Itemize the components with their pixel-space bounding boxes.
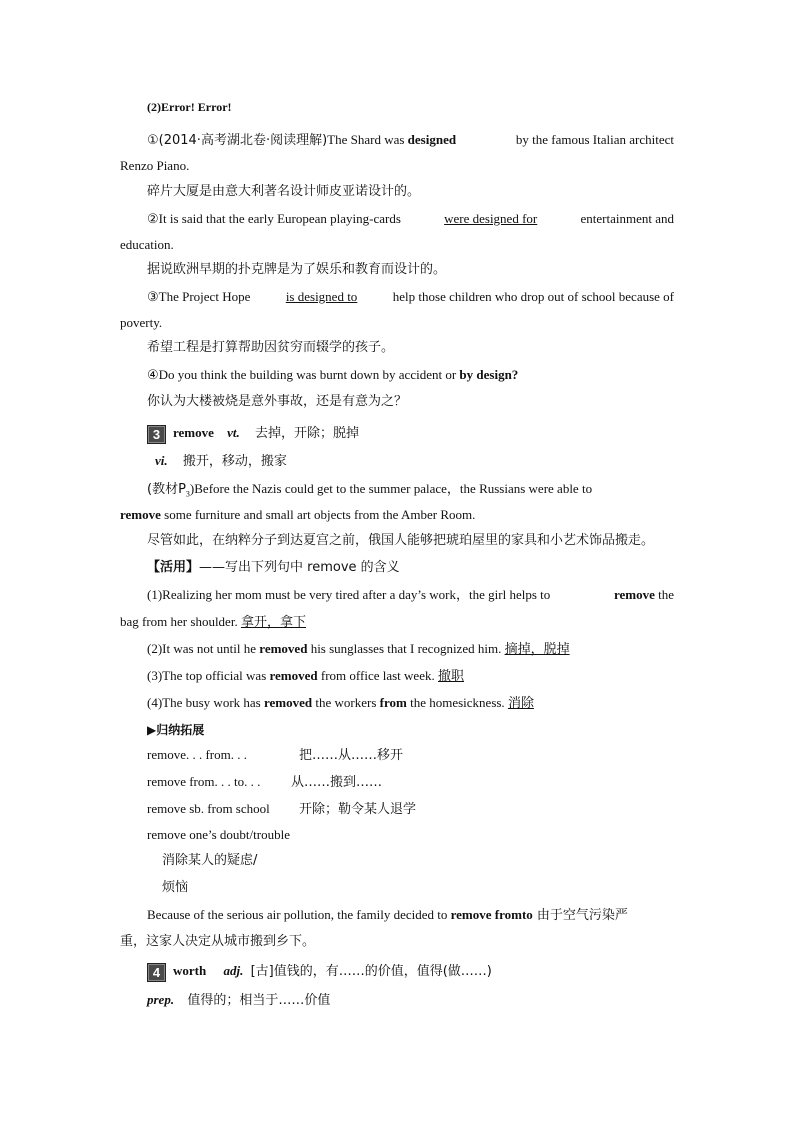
practice-q4-text: (4)The busy work has xyxy=(147,695,264,710)
practice-q2-text: (2)It was not until he xyxy=(147,641,260,656)
summary-item-4: remove one’s doubt/trouble xyxy=(147,827,290,842)
practice-q4-text-mid: the workers xyxy=(312,695,380,710)
textbook-line-2 xyxy=(120,506,475,524)
example-3-text-end: help those children who drop out of school because of xyxy=(392,289,674,304)
example-2-answer-blank: were designed for xyxy=(444,211,538,226)
textbook-text-end: some furniture and small art objects from the Amber Room. xyxy=(160,507,476,522)
word-4-headword: worth xyxy=(173,963,207,978)
example-4-translation: 你认为大楼被烧是意外事故，还是有意为之？ xyxy=(147,394,408,409)
practice-description: ——写出下列句中 remove 的含义 xyxy=(199,560,400,575)
practice-q2-text-end: his sunglasses that I recognized him. xyxy=(307,641,505,656)
practice-q1-text-end: the xyxy=(654,587,674,602)
word-3-meaning-2: 搬开，移动，搬家 xyxy=(182,454,287,469)
word-3-pos-2: vi. xyxy=(155,453,168,468)
example-3-text: ③The Project Hope xyxy=(147,289,251,304)
summary-example-keyword: remove fromto xyxy=(450,907,533,922)
word-4-meaning-1: [古]值钱的，有……的价值，值得(做……) xyxy=(250,964,492,979)
summary-example-translation-1: 由于空气污染严 xyxy=(532,908,628,923)
example-3-line-1 xyxy=(147,288,674,306)
summary-phrase: remove sb. from school xyxy=(147,801,270,816)
word-3-headword: remove xyxy=(173,425,214,440)
section-heading: (2)Error! Error! xyxy=(147,100,232,114)
example-4-keyword: by design? xyxy=(459,367,519,382)
example-1-translation: 碎片大厦是由意大利著名设计师皮亚诺设计的。 xyxy=(147,184,421,199)
word-4-entry-2 xyxy=(147,991,330,1010)
textbook-text: )Before the Nazis could get to the summer palace，the Russians were able to xyxy=(189,481,593,496)
word-4-entry xyxy=(147,962,492,982)
practice-heading xyxy=(147,559,400,577)
practice-q4-keyword: removed xyxy=(263,695,313,710)
word-4-meaning-2: 值得的；相当于……价值 xyxy=(187,993,331,1008)
example-2-line-1 xyxy=(147,210,674,228)
word-4-pos-2: prep. xyxy=(147,992,175,1007)
practice-q2-line xyxy=(147,640,570,659)
example-1-line-2: Renzo Piano. xyxy=(120,158,190,173)
example-2-line-2: education. xyxy=(120,237,174,252)
example-4-text: ④Do you think the building was burnt down by accident or xyxy=(147,367,460,382)
summary-phrase: remove from. . . to. . . xyxy=(147,774,261,789)
word-4-pos-1: adj. xyxy=(223,963,244,978)
practice-q1-line-2 xyxy=(120,613,306,632)
practice-q4-text-end: the homesickness. xyxy=(406,695,508,710)
summary-item-2 xyxy=(147,773,382,792)
textbook-translation: 尽管如此，在纳粹分子到达夏宫之前，俄国人能够把琥珀屋里的家具和小艺术饰品搬走。 xyxy=(147,533,655,548)
summary-item-1 xyxy=(147,746,403,765)
number-3-icon: 3 xyxy=(147,425,166,444)
practice-q1-answer: 拿开，拿下 xyxy=(240,615,306,630)
example-1-source: ①(2014·高考湖北卷·阅读理解) xyxy=(147,133,328,148)
practice-q3-answer: 撤职 xyxy=(437,669,464,684)
example-1-text: The Shard was xyxy=(327,132,408,147)
summary-wrap-1: 消除某人的疑虑/ xyxy=(162,853,258,868)
practice-q3-text-end: from office last week. xyxy=(317,668,438,683)
practice-title: 【活用】 xyxy=(147,560,200,575)
example-1-text-end: by the famous Italian architect xyxy=(515,132,674,147)
textbook-page-subscript: 3 xyxy=(185,489,190,499)
example-1-line-1 xyxy=(147,131,674,150)
summary-wrap-2: 烦恼 xyxy=(162,880,189,895)
practice-q3-keyword: removed xyxy=(269,668,318,683)
word-3-entry-2 xyxy=(155,452,287,471)
practice-q1-keyword: remove xyxy=(613,587,655,602)
word-3-entry xyxy=(147,424,359,444)
word-3-meaning-1: 去掉，开除；脱掉 xyxy=(255,426,360,441)
textbook-source: (教材P xyxy=(147,482,186,497)
practice-q4-line xyxy=(147,694,534,713)
practice-q2-answer: 摘掉，脱掉 xyxy=(504,642,570,657)
example-3-answer-blank: is designed to xyxy=(285,289,358,304)
practice-q3-line xyxy=(147,667,464,686)
summary-example-text: Because of the serious air pollution, the family decided to xyxy=(147,907,451,922)
example-2-translation: 据说欧洲早期的扑克牌是为了娱乐和教育而设计的。 xyxy=(147,262,447,277)
example-4-line xyxy=(147,366,518,384)
summary-phrase: remove. . . from. . . xyxy=(147,747,248,762)
practice-q4-keyword-2: from xyxy=(379,695,407,710)
example-2-text: ②It is said that the early European playing-cards xyxy=(147,211,401,226)
practice-q1-text: (1)Realizing her mom must be very tired after a day’s work，the girl helps to xyxy=(147,587,551,602)
textbook-line-1 xyxy=(147,480,674,504)
summary-item-3 xyxy=(147,800,416,819)
example-1-keyword: designed xyxy=(407,132,457,147)
summary-meaning: 从……搬到…… xyxy=(291,775,383,790)
summary-meaning: 把……从……移开 xyxy=(299,748,404,763)
summary-example-line-1 xyxy=(147,906,628,925)
practice-q4-answer: 消除 xyxy=(507,696,534,711)
word-3-pos-1: vt. xyxy=(227,425,240,440)
number-4-icon: 4 xyxy=(147,963,166,982)
example-3-line-2: poverty. xyxy=(120,315,163,330)
practice-q1-continuation: bag from her shoulder. xyxy=(120,614,241,629)
practice-q2-keyword: removed xyxy=(259,641,308,656)
example-2-text-end: entertainment and xyxy=(580,211,674,226)
summary-meaning: 开除；勒令某人退学 xyxy=(299,802,417,817)
practice-q1-line-1 xyxy=(147,586,674,604)
summary-title: ▶归纳拓展 xyxy=(147,723,205,737)
summary-example-translation-2: 重，这家人决定从城市搬到乡下。 xyxy=(120,934,316,949)
textbook-keyword: remove xyxy=(120,507,161,522)
example-3-translation: 希望工程是打算帮助因贫穷而辍学的孩子。 xyxy=(147,340,395,355)
practice-q3-text: (3)The top official was xyxy=(147,668,270,683)
